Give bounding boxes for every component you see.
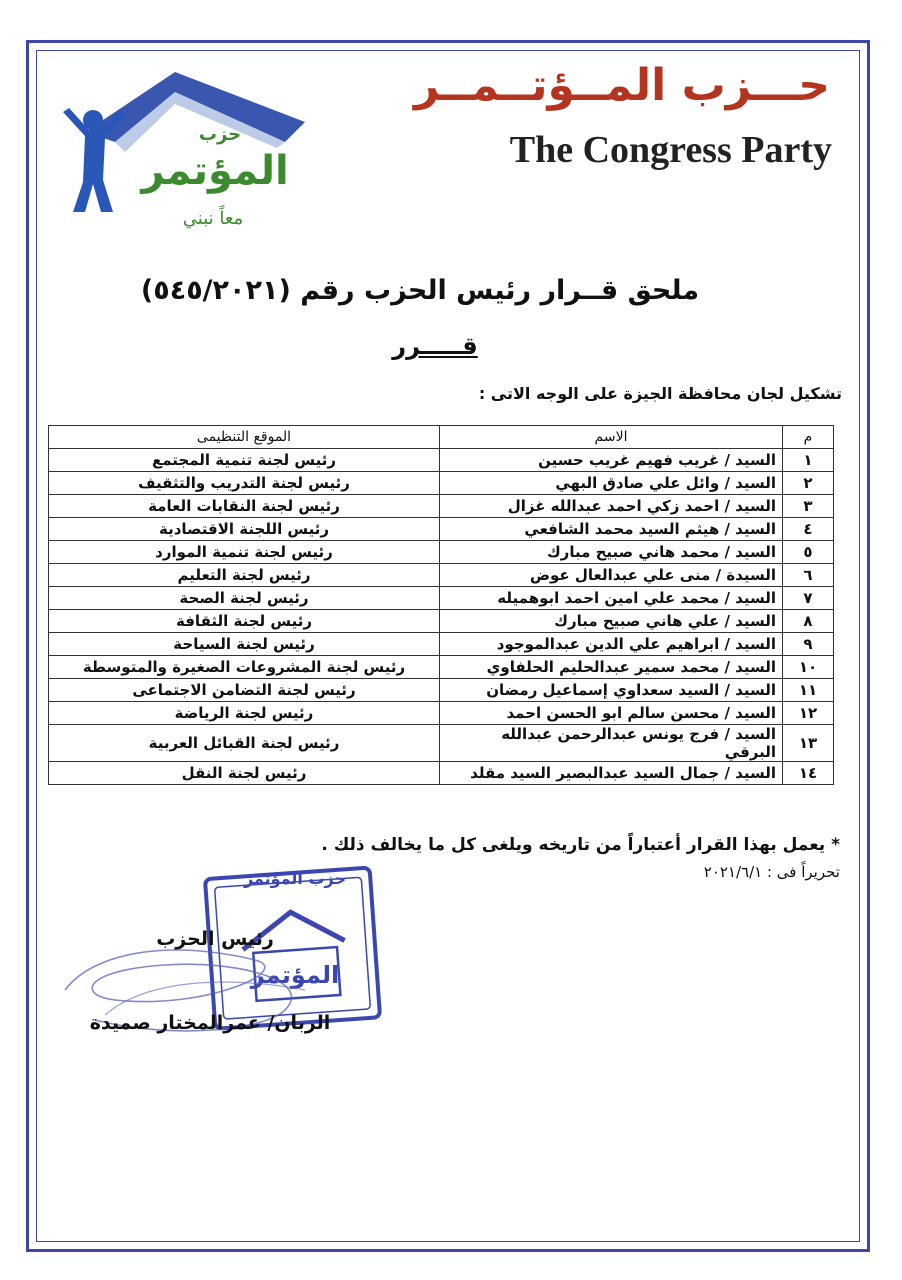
table-row — [49, 587, 834, 610]
row-position: رئيس لجنة النقابات العامة — [49, 495, 440, 518]
row-num: ٦ — [783, 564, 834, 587]
decision-note: * يعمل بهذا القرار أعتباراً من تاريخه ويلغى كل ما يخالف ذلك . — [321, 835, 840, 855]
row-num: ٧ — [783, 587, 834, 610]
row-position: رئيس لجنة تنمية المجتمع — [49, 449, 440, 472]
signature-name: الربان/ عمرالمختار صميدة — [89, 1012, 331, 1034]
document-subtitle: قـــــرر — [392, 332, 478, 360]
logo-slogan: معاً نبني — [182, 208, 244, 229]
table-row — [49, 518, 834, 541]
table-row — [49, 656, 834, 679]
table-header-row — [49, 426, 834, 449]
logo-word-top: حزب — [198, 124, 242, 145]
row-name: السيد / محمد هاني صبيح مبارك — [440, 541, 783, 564]
row-num: ٢ — [783, 472, 834, 495]
table-row — [49, 541, 834, 564]
row-num: ١٠ — [783, 656, 834, 679]
stamp-inner-text: المؤتمر — [250, 961, 340, 989]
row-name: السيد / غريب فهيم غريب حسين — [440, 449, 783, 472]
row-name: السيد / هيثم السيد محمد الشافعي — [440, 518, 783, 541]
row-num: ١١ — [783, 679, 834, 702]
stamp-top-text: حزب المؤتمر — [243, 869, 347, 888]
table-row — [49, 495, 834, 518]
row-position: رئيس لجنة الثقافة — [49, 610, 440, 633]
document-title: ملحق قــرار رئيس الحزب رقم (٥٤٥/٢٠٢١) — [140, 275, 700, 306]
header-num: م — [783, 426, 834, 449]
row-position: رئيس لجنة الرياضة — [49, 702, 440, 725]
table-row — [49, 725, 834, 762]
header-name: الاسم — [440, 426, 783, 449]
row-num: ٤ — [783, 518, 834, 541]
party-name-arabic: حـــزب المــؤتــمــر — [413, 60, 830, 111]
table-row — [49, 702, 834, 725]
row-position: رئيس لجنة النقل — [49, 762, 440, 785]
issue-date: تحريراً فى : ٢٠٢١/٦/١ — [703, 863, 840, 881]
row-num: ٥ — [783, 541, 834, 564]
row-num: ١ — [783, 449, 834, 472]
committees-table — [48, 425, 834, 785]
row-position: رئيس لجنة التدريب والتثقيف — [49, 472, 440, 495]
row-position: رئيس لجنة تنمية الموارد — [49, 541, 440, 564]
document-intro: تشكيل لجان محافظة الجيزة على الوجه الاتى : — [478, 384, 842, 403]
row-num: ١٣ — [783, 725, 834, 762]
row-position: رئيس لجنة التعليم — [49, 564, 440, 587]
row-name: السيد / وائل علي صادق البهي — [440, 472, 783, 495]
row-name: السيد / فرج يونس عبدالرحمن عبدالله البرقي — [440, 725, 783, 762]
table-row — [49, 564, 834, 587]
party-name-english: The Congress Party — [509, 129, 832, 171]
row-name: السيدة / منى علي عبدالعال عوض — [440, 564, 783, 587]
row-name: السيد / محسن سالم ابو الحسن احمد — [440, 702, 783, 725]
table-row — [49, 449, 834, 472]
table-row — [49, 762, 834, 785]
row-name: السيد / علي هاني صبيح مبارك — [440, 610, 783, 633]
table-row — [49, 472, 834, 495]
row-position: رئيس اللجنة الاقتصادية — [49, 518, 440, 541]
row-position: رئيس لجنة التضامن الاجتماعى — [49, 679, 440, 702]
row-position: رئيس لجنة السياحة — [49, 633, 440, 656]
party-logo — [55, 62, 310, 240]
table-row — [49, 679, 834, 702]
row-name: السيد / جمال السيد عبدالبصير السيد مقلد — [440, 762, 783, 785]
row-name: السيد / محمد علي امين احمد ابوهميله — [440, 587, 783, 610]
row-num: ١٢ — [783, 702, 834, 725]
logo-word-main: المؤتمر — [141, 148, 289, 194]
row-name: السيد / احمد زكي احمد عبدالله غزال — [440, 495, 783, 518]
row-position: رئيس لجنة القبائل العربية — [49, 725, 440, 762]
row-num: ١٤ — [783, 762, 834, 785]
party-logo-graphic — [55, 62, 310, 240]
row-position: رئيس لجنة المشروعات الصغيرة والمتوسطة — [49, 656, 440, 679]
row-num: ٩ — [783, 633, 834, 656]
row-name: السيد / محمد سمير عبدالحليم الحلفاوي — [440, 656, 783, 679]
header-position: الموقع التنظيمى — [49, 426, 440, 449]
table-row — [49, 633, 834, 656]
row-num: ٨ — [783, 610, 834, 633]
row-name: السيد / ابراهيم علي الدين عبدالموجود — [440, 633, 783, 656]
signature-title: رئيس الحزب — [156, 928, 274, 950]
row-position: رئيس لجنة الصحة — [49, 587, 440, 610]
table-row — [49, 610, 834, 633]
row-name: السيد / السيد سعداوي إسماعيل رمضان — [440, 679, 783, 702]
row-num: ٣ — [783, 495, 834, 518]
